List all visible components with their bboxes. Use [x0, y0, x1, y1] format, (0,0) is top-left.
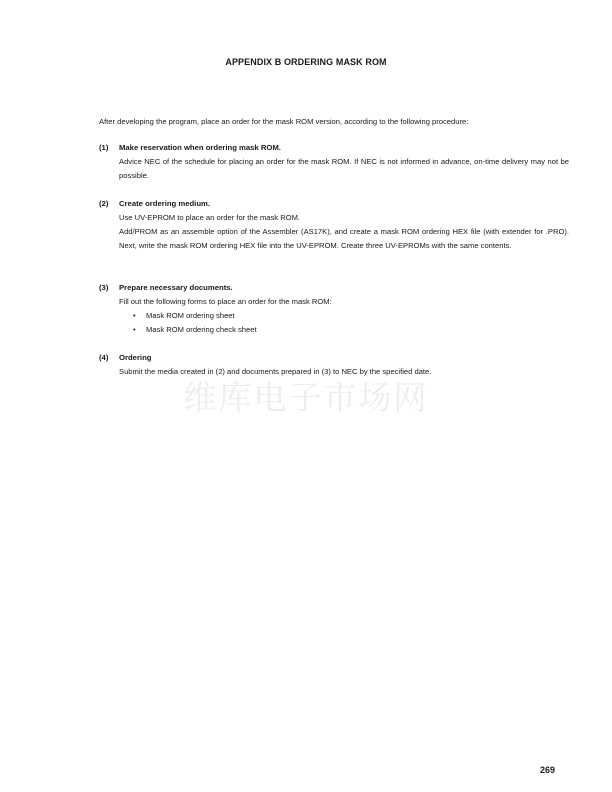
bullet-icon: • — [133, 325, 136, 334]
section-2-heading — [99, 197, 569, 211]
section-2-title: Create ordering medium. — [119, 199, 210, 208]
bullet-icon: • — [133, 311, 136, 320]
section-3-body — [119, 295, 569, 337]
section-2 — [99, 197, 569, 253]
section-2-body — [119, 211, 569, 253]
section-4-title: Ordering — [119, 353, 152, 362]
section-1-line-1: Advice NEC of the schedule for placing an order for the mask ROM. If NEC is not informed in advance, on-time delivery may not be possible. — [119, 157, 569, 180]
section-3-number: (3) — [99, 283, 109, 292]
section-1 — [99, 141, 569, 183]
section-3-heading — [99, 281, 569, 295]
section-2-line-1: Use UV-EPROM to place an order for the mask ROM. — [119, 213, 301, 222]
list-item — [133, 309, 569, 323]
section-3-title: Prepare necessary documents. — [119, 283, 233, 292]
section-3-bullet-list — [119, 309, 569, 337]
page-number: 269 — [539, 765, 555, 775]
section-4-heading — [99, 351, 569, 365]
bullet-text: Mask ROM ordering sheet — [146, 311, 235, 320]
list-item — [133, 323, 569, 337]
section-1-title: Make reservation when ordering mask ROM. — [119, 143, 281, 152]
page-title: APPENDIX B ORDERING MASK ROM — [225, 57, 387, 67]
section-4-line-1: Submit the media created in (2) and documents prepared in (3) to NEC by the specified date. — [119, 367, 432, 376]
section-3-line-1: Fill out the following forms to place an order for the mask ROM: — [119, 297, 332, 306]
section-2-line-2: Add/PROM as an assemble option of the Assembler (AS17K), and create a mask ROM ordering HEX file (with extender for .PRO). Next, write the mask ROM ordering HEX file into the UV-EPROM. Create three UV-EPROMs with the same contents. — [119, 227, 569, 250]
section-1-body — [119, 155, 569, 183]
section-3 — [99, 281, 569, 337]
section-1-number: (1) — [99, 143, 109, 152]
section-4-number: (4) — [99, 353, 109, 362]
section-1-heading — [99, 141, 569, 155]
section-2-number: (2) — [99, 199, 109, 208]
watermark: 维库电子市场网 — [183, 378, 429, 417]
intro-paragraph: After developing the program, place an order for the mask ROM version, according to the following procedure: — [99, 117, 469, 126]
bullet-text: Mask ROM ordering check sheet — [146, 325, 257, 334]
